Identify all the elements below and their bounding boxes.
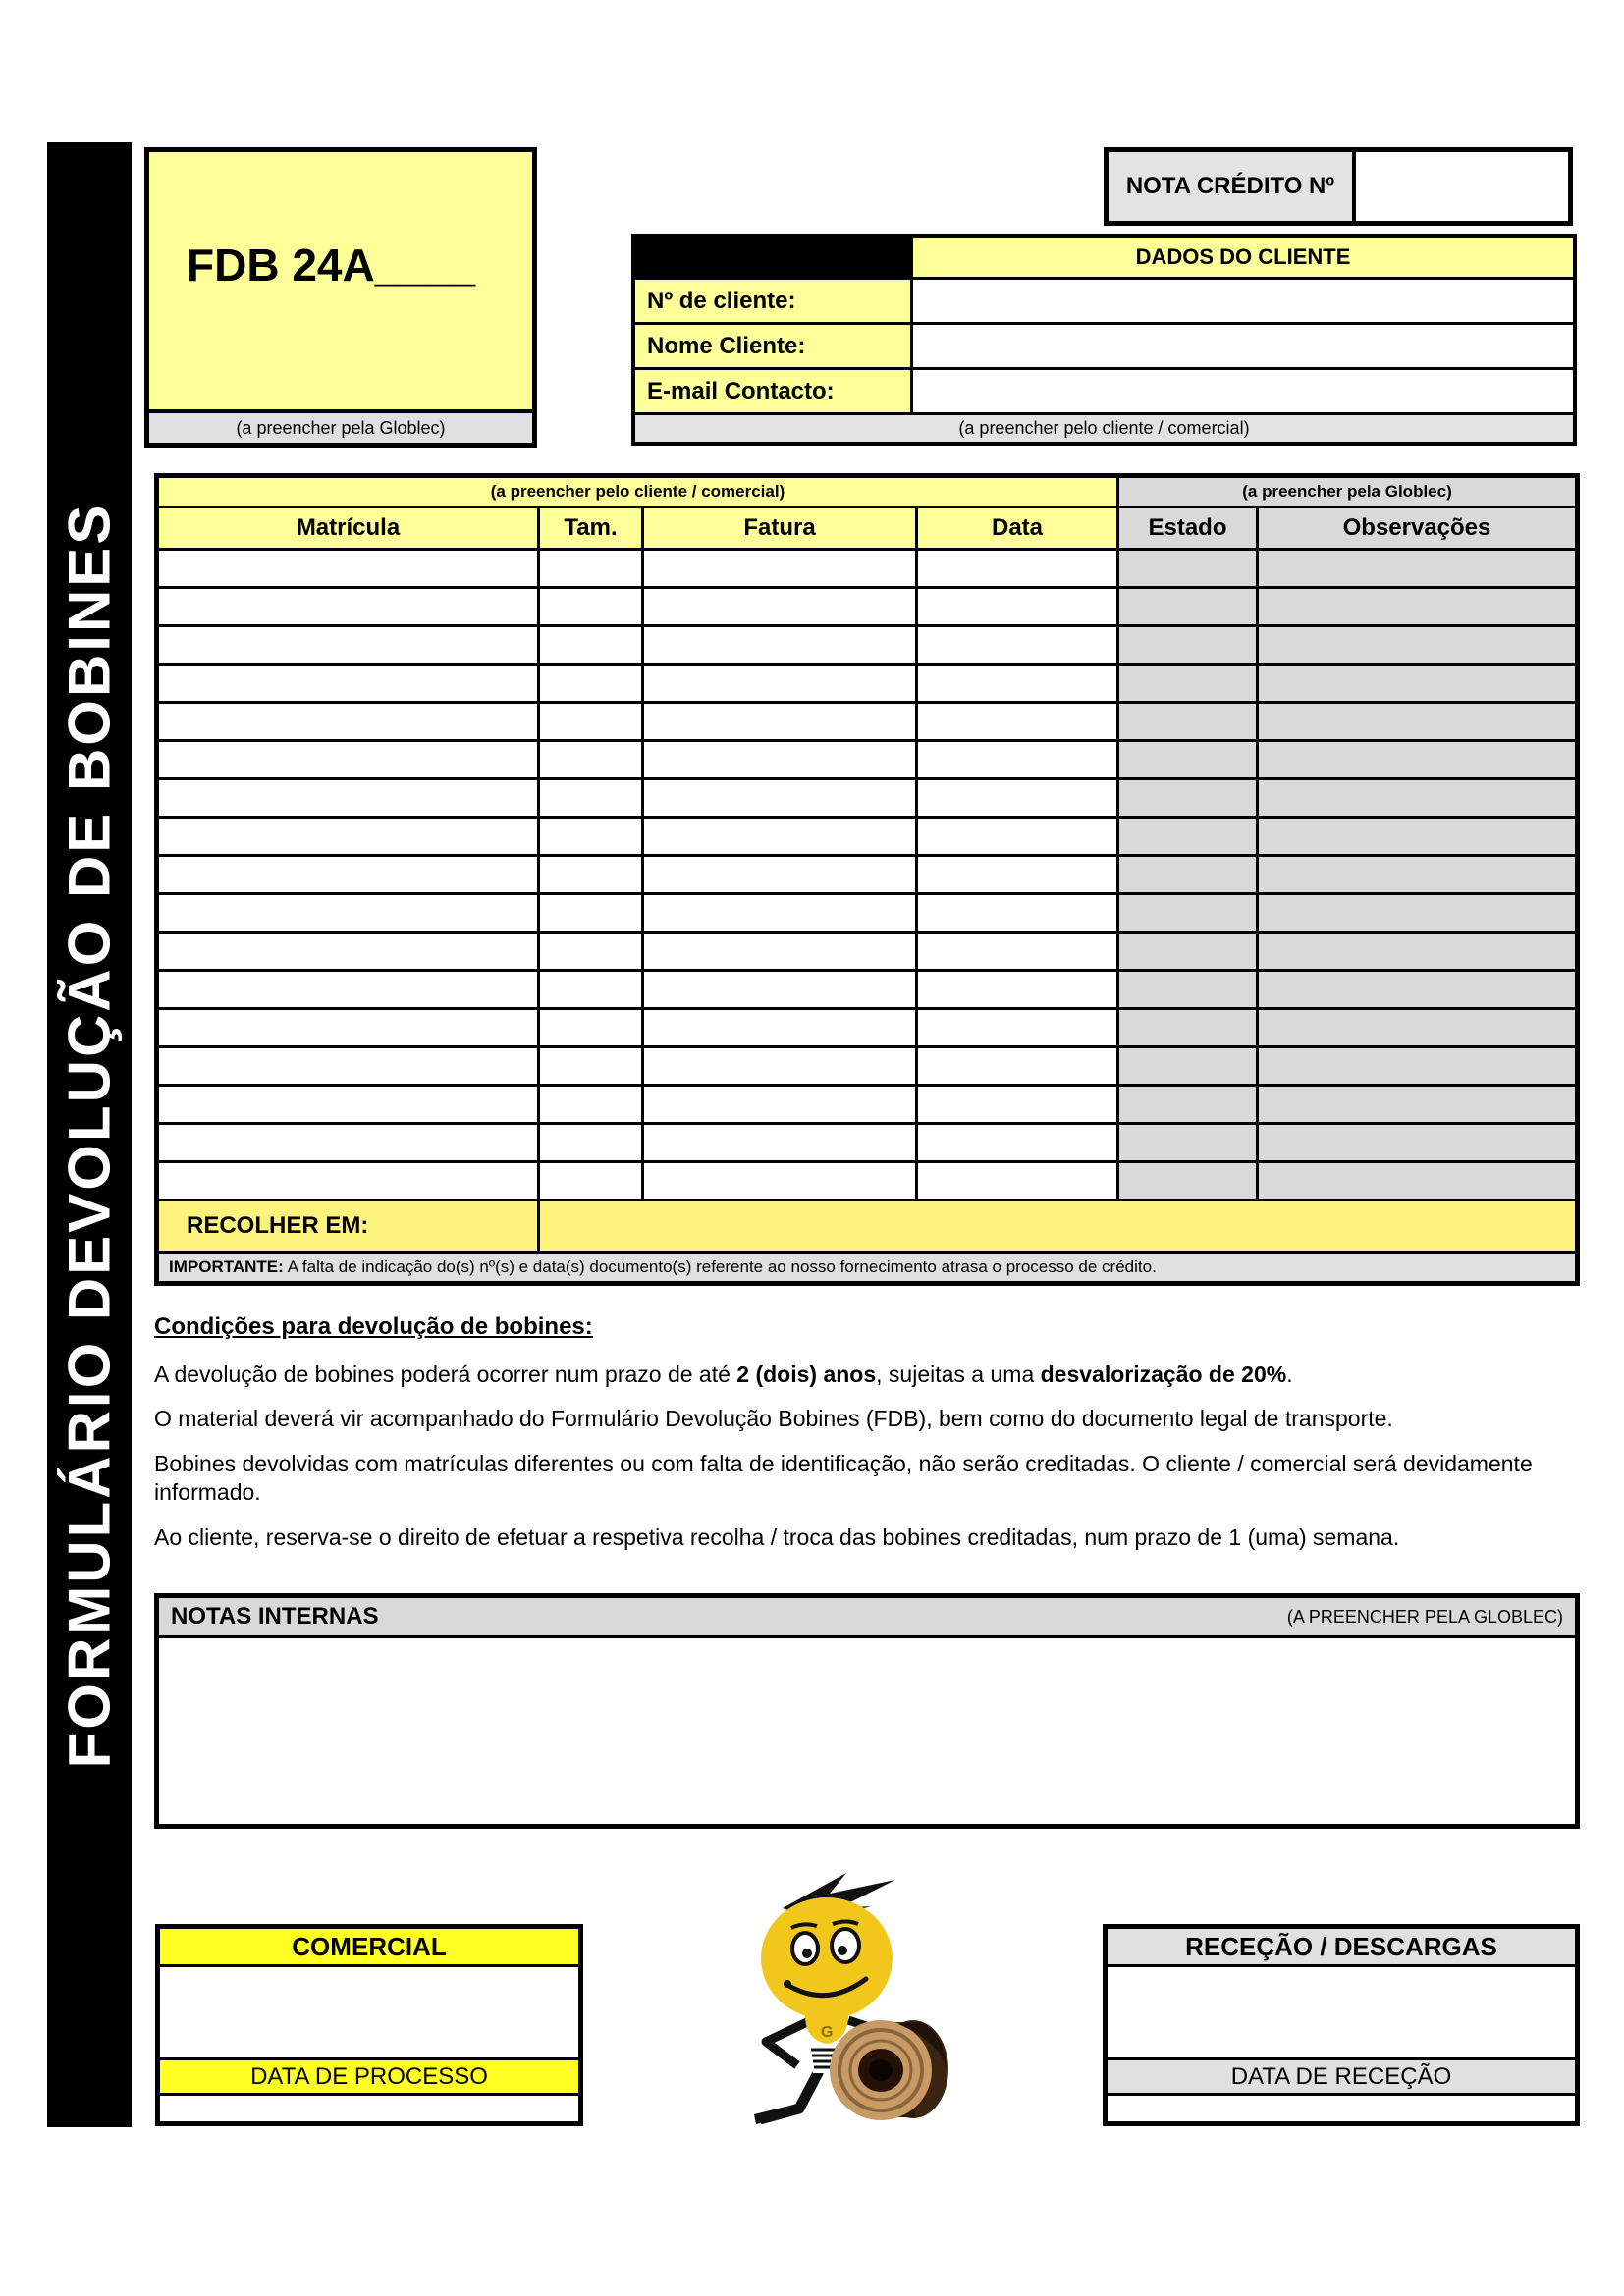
- form-code-note: (a preencher pela Globlec): [149, 409, 532, 443]
- table-cell-data[interactable]: [918, 704, 1116, 739]
- table-cell-data[interactable]: [918, 1087, 1116, 1122]
- table-cell-estado[interactable]: [1119, 857, 1256, 892]
- table-cell-observacoes[interactable]: [1259, 551, 1575, 586]
- table-cell-estado[interactable]: [1119, 780, 1256, 816]
- table-cell-estado[interactable]: [1119, 1010, 1256, 1045]
- table-cell-data[interactable]: [918, 627, 1116, 663]
- table-cell-matricula[interactable]: [159, 934, 537, 969]
- mascot-right-eye: [832, 1929, 859, 1962]
- table-cell-matricula[interactable]: [159, 1010, 537, 1045]
- column-header-observacoes: Observações: [1259, 508, 1575, 548]
- table-cell-fatura[interactable]: [644, 742, 915, 777]
- table-cell-estado[interactable]: [1119, 1087, 1256, 1122]
- reception-box: [1103, 1924, 1580, 2126]
- form-title: FORMULÁRIO DEVOLUÇÃO DE BOBINES: [56, 502, 123, 1768]
- table-cell-tam[interactable]: [540, 972, 641, 1007]
- vertical-title-bar: [47, 142, 132, 2127]
- table-cell-fatura[interactable]: [644, 666, 915, 701]
- reception-date-input[interactable]: [1108, 2096, 1575, 2121]
- conditions-paragraph: Ao cliente, reserva-se o direito de efetuar a respetiva recolha / troca das bobines creditadas, num prazo de 1 (uma) semana.: [154, 1523, 1400, 1550]
- table-cell-observacoes[interactable]: [1259, 1048, 1575, 1084]
- mascot-left-arm: [766, 2022, 807, 2065]
- recolher-input[interactable]: [540, 1201, 1575, 1251]
- mascot-right-pupil: [838, 1946, 847, 1955]
- table-cell-matricula[interactable]: [159, 895, 537, 931]
- conditions-section: [154, 1313, 1580, 1568]
- credit-note-input[interactable]: [1356, 152, 1568, 221]
- table-cell-matricula[interactable]: [159, 1163, 537, 1199]
- table-cell-tam[interactable]: [540, 1010, 641, 1045]
- table-cell-fatura[interactable]: [644, 589, 915, 624]
- table-cell-tam[interactable]: [540, 1048, 641, 1084]
- table-cell-observacoes[interactable]: [1259, 1163, 1575, 1199]
- table-cell-tam[interactable]: [540, 742, 641, 777]
- table-cell-data[interactable]: [918, 1048, 1116, 1084]
- process-date-input[interactable]: [160, 2096, 578, 2121]
- table-cell-estado[interactable]: [1119, 934, 1256, 969]
- internal-notes-note: (A PREENCHER PELA GLOBLEC): [1286, 1606, 1563, 1627]
- table-cell-estado[interactable]: [1119, 1125, 1256, 1160]
- table-cell-matricula[interactable]: [159, 1048, 537, 1084]
- table-cell-observacoes[interactable]: [1259, 895, 1575, 931]
- table-cell-fatura[interactable]: [644, 551, 915, 586]
- mascot-g-letter: G: [821, 2024, 834, 2041]
- table-cell-matricula[interactable]: [159, 972, 537, 1007]
- table-cell-tam[interactable]: [540, 895, 641, 931]
- table-cell-matricula[interactable]: [159, 627, 537, 663]
- internal-notes-header: [159, 1598, 1575, 1635]
- table-cell-matricula[interactable]: [159, 1087, 537, 1122]
- table-cell-fatura[interactable]: [644, 972, 915, 1007]
- client-note: (a preencher pelo cliente / comercial): [635, 415, 1573, 442]
- table-cell-observacoes[interactable]: [1259, 742, 1575, 777]
- table-cell-observacoes[interactable]: [1259, 972, 1575, 1007]
- table-cell-observacoes[interactable]: [1259, 857, 1575, 892]
- conditions-paragraphs: [154, 1361, 1580, 1552]
- globlec-mascot: [729, 1867, 949, 2130]
- table-cell-data[interactable]: [918, 666, 1116, 701]
- internal-notes-input[interactable]: [159, 1638, 1575, 1824]
- table-cell-estado[interactable]: [1119, 589, 1256, 624]
- table-cell-tam[interactable]: [540, 589, 641, 624]
- table-cell-fatura[interactable]: [644, 1010, 915, 1045]
- table-cell-data[interactable]: [918, 857, 1116, 892]
- table-cell-data[interactable]: [918, 1125, 1116, 1160]
- client-email-input[interactable]: [913, 370, 1573, 412]
- table-cell-observacoes[interactable]: [1259, 1087, 1575, 1122]
- table-cell-observacoes[interactable]: [1259, 1125, 1575, 1160]
- table-cell-data[interactable]: [918, 551, 1116, 586]
- client-email-label: E-mail Contacto:: [635, 370, 910, 412]
- table-cell-data[interactable]: [918, 895, 1116, 931]
- table-cell-data[interactable]: [918, 1010, 1116, 1045]
- table-cell-fatura[interactable]: [644, 780, 915, 816]
- table-cell-observacoes[interactable]: [1259, 1010, 1575, 1045]
- mascot-smile-dimple: [784, 1980, 791, 1988]
- column-header-estado: Estado: [1119, 508, 1256, 548]
- table-cell-matricula[interactable]: [159, 589, 537, 624]
- important-note: [159, 1254, 1575, 1281]
- table-cell-fatura[interactable]: [644, 895, 915, 931]
- table-cell-tam[interactable]: [540, 627, 641, 663]
- table-cell-estado[interactable]: [1119, 972, 1256, 1007]
- table-cell-estado[interactable]: [1119, 666, 1256, 701]
- table-cell-tam[interactable]: [540, 551, 641, 586]
- conditions-paragraph: A devolução de bobines poderá ocorrer num prazo de até 2 (dois) anos, sujeitas a uma desvalorização de 20%.: [154, 1362, 1293, 1387]
- table-cell-data[interactable]: [918, 589, 1116, 624]
- table-cell-fatura[interactable]: [644, 704, 915, 739]
- reception-date-label: DATA DE RECEÇÃO: [1108, 2060, 1575, 2093]
- table-cell-fatura[interactable]: [644, 1125, 915, 1160]
- credit-note-box: [1104, 147, 1573, 226]
- table-cell-matricula[interactable]: [159, 857, 537, 892]
- table-cell-tam[interactable]: [540, 1125, 641, 1160]
- table-cell-observacoes[interactable]: [1259, 934, 1575, 969]
- table-cell-observacoes[interactable]: [1259, 627, 1575, 663]
- client-number-label: Nº de cliente:: [635, 280, 910, 322]
- table-cell-fatura[interactable]: [644, 627, 915, 663]
- table-cell-matricula[interactable]: [159, 819, 537, 854]
- commercial-signature-input[interactable]: [160, 1967, 578, 2057]
- table-cell-data[interactable]: [918, 819, 1116, 854]
- table-cell-fatura[interactable]: [644, 819, 915, 854]
- table-cell-matricula[interactable]: [159, 780, 537, 816]
- returns-table: [154, 473, 1580, 1286]
- column-header-fatura: Fatura: [644, 508, 915, 548]
- table-cell-estado[interactable]: [1119, 1048, 1256, 1084]
- mascot-left-pupil: [802, 1949, 812, 1958]
- table-cell-matricula[interactable]: [159, 666, 537, 701]
- client-header: DADOS DO CLIENTE: [913, 238, 1573, 277]
- table-cell-fatura[interactable]: [644, 1087, 915, 1122]
- table-cell-observacoes[interactable]: [1259, 589, 1575, 624]
- commercial-box: [155, 1924, 583, 2126]
- reception-title: RECEÇÃO / DESCARGAS: [1108, 1929, 1575, 1964]
- table-cell-data[interactable]: [918, 934, 1116, 969]
- internal-notes-title: NOTAS INTERNAS: [171, 1603, 379, 1629]
- table-cell-tam[interactable]: [540, 819, 641, 854]
- form-code: FDB 24A____: [187, 240, 476, 291]
- cable-reel: [830, 2020, 948, 2120]
- client-name-input[interactable]: [913, 325, 1573, 367]
- table-cell-estado[interactable]: [1119, 1163, 1256, 1199]
- table-cell-matricula[interactable]: [159, 1125, 537, 1160]
- table-cell-observacoes[interactable]: [1259, 666, 1575, 701]
- conditions-paragraph: Bobines devolvidas com matrículas diferentes ou com falta de identificação, não serão creditadas. O cliente / comercial será devidamente informado.: [154, 1450, 1533, 1506]
- client-name-label: Nome Cliente:: [635, 325, 910, 367]
- internal-notes-box: [154, 1593, 1580, 1829]
- table-cell-estado[interactable]: [1119, 742, 1256, 777]
- table-cell-data[interactable]: [918, 780, 1116, 816]
- table-cell-estado[interactable]: [1119, 627, 1256, 663]
- table-cell-estado[interactable]: [1119, 895, 1256, 931]
- table-cell-matricula[interactable]: [159, 551, 537, 586]
- commercial-title: COMERCIAL: [160, 1929, 578, 1964]
- table-cell-tam[interactable]: [540, 857, 641, 892]
- table-band-client: (a preencher pelo cliente / comercial): [159, 478, 1116, 506]
- table-cell-tam[interactable]: [540, 704, 641, 739]
- important-text: A falta de indicação do(s) nº(s) e data(s) documento(s) referente ao nosso fornecimento atrasa o processo de crédito.: [287, 1257, 1157, 1276]
- table-cell-fatura[interactable]: [644, 1163, 915, 1199]
- credit-note-label: NOTA CRÉDITO Nº: [1109, 152, 1356, 221]
- process-date-label: DATA DE PROCESSO: [160, 2060, 578, 2093]
- table-cell-fatura[interactable]: [644, 857, 915, 892]
- client-data-box: [631, 234, 1577, 446]
- table-cell-observacoes[interactable]: [1259, 704, 1575, 739]
- table-cell-estado[interactable]: [1119, 704, 1256, 739]
- table-cell-observacoes[interactable]: [1259, 819, 1575, 854]
- client-number-input[interactable]: [913, 280, 1573, 322]
- table-cell-estado[interactable]: [1119, 819, 1256, 854]
- table-cell-data[interactable]: [918, 742, 1116, 777]
- table-cell-observacoes[interactable]: [1259, 780, 1575, 816]
- conditions-title: Condições para devolução de bobines:: [154, 1313, 593, 1340]
- mascot-left-eye: [792, 1933, 818, 1964]
- form-code-box: [144, 147, 537, 448]
- column-header-tam: Tam.: [540, 508, 641, 548]
- column-header-data: Data: [918, 508, 1116, 548]
- recolher-label-cell: RECOLHER EM:: [159, 1201, 537, 1251]
- table-cell-data[interactable]: [918, 972, 1116, 1007]
- conditions-paragraph: O material deverá vir acompanhado do Formulário Devolução Bobines (FDB), bem como do documento legal de transporte.: [154, 1406, 1393, 1432]
- table-cell-tam[interactable]: [540, 1087, 641, 1122]
- table-cell-tam[interactable]: [540, 934, 641, 969]
- table-cell-matricula[interactable]: [159, 704, 537, 739]
- reception-signature-input[interactable]: [1108, 1967, 1575, 2057]
- client-header-spacer: [635, 238, 910, 277]
- table-cell-tam[interactable]: [540, 666, 641, 701]
- table-cell-data[interactable]: [918, 1163, 1116, 1199]
- table-cell-fatura[interactable]: [644, 934, 915, 969]
- important-prefix: IMPORTANTE:: [169, 1257, 284, 1276]
- table-cell-tam[interactable]: [540, 1163, 641, 1199]
- table-band-globlec: (a preencher pela Globlec): [1119, 478, 1575, 506]
- table-cell-estado[interactable]: [1119, 551, 1256, 586]
- mascot-head: [761, 1897, 893, 2019]
- table-cell-tam[interactable]: [540, 780, 641, 816]
- table-cell-matricula[interactable]: [159, 742, 537, 777]
- table-cell-fatura[interactable]: [644, 1048, 915, 1084]
- column-header-matricula: Matrícula: [159, 508, 537, 548]
